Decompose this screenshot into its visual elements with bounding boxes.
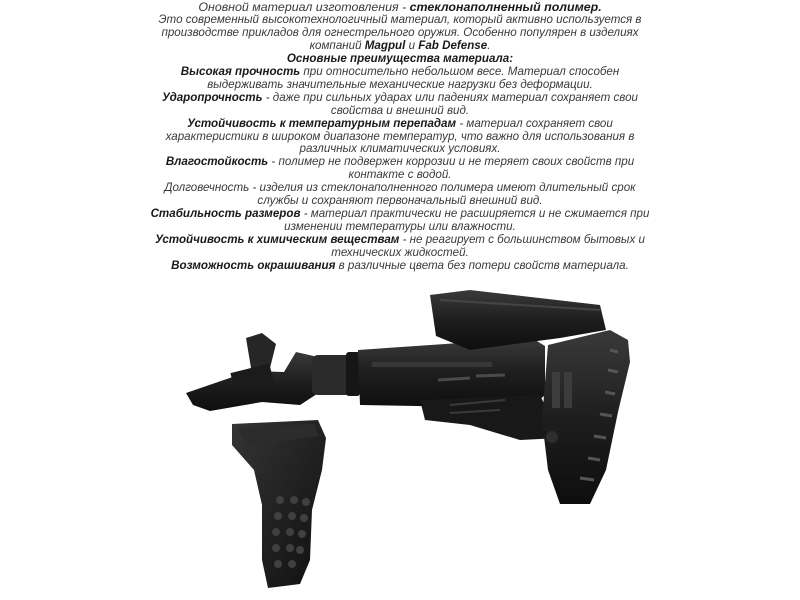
brand-fab-defense: Fab Defense [418,38,488,52]
advantage-text: Долговечность - изделия из стеклонаполненного полимера имеют длительный срок службы и сохраняют первоначальный внешний вид. [164,181,636,208]
advantage-title: Влагостойкость [165,155,269,169]
advantage-text: - не реагирует с большинством бытовых и технических жидкостей. [331,233,645,260]
pistol-grip-image [232,420,326,588]
advantage-title: Устойчивость к химическим веществам [155,233,400,247]
advantage-title: Ударопрочность [162,90,263,104]
intro-description-text: Это современный высокотехнологичный материал, который активно используется в производстве прикладов для огнестрельного оружия. Особенно популярен в изделиях компаний [158,12,642,52]
advantage-text: при относительно небольшом весе. Материал способен выдерживать значительные механические нагрузки без деформации. [207,64,620,91]
brand-conjunction: и [405,38,419,52]
advantage-text: в различные цвета без потери свойств материала. [335,259,629,273]
advantage-text: - даже при сильных ударах или падениях материал сохраняет свои свойства и внешний вид. [262,90,638,117]
advantage-title: Высокая прочность [180,64,301,78]
brand-magpul: Magpul [364,38,406,52]
advantage-title: Возможность окрашивания [171,259,336,273]
folding-stock-image [186,290,630,504]
material-name: стеклонаполненный полимер. [409,0,602,14]
advantage-title: Устойчивость к температурным перепадам [187,116,457,130]
advantage-text: - материал сохраняет свои характеристики в широком диапазоне температур, что важно для использования в различных климатических условиях. [165,116,635,156]
advantages-heading-text: Основные преимущества материала: [286,51,514,65]
intro-lead: Оновной материал изготовления - [198,0,410,14]
advantage-title: Стабильность размеров [150,207,301,221]
intro-period: . [487,38,491,52]
advantage-text: - материал практически не расширяется и не сжимается при изменении температуры или влажности. [284,207,650,234]
advantage-text: - полимер не подвержен коррозии и не теряет своих свойств при контакте с водой. [268,155,635,182]
